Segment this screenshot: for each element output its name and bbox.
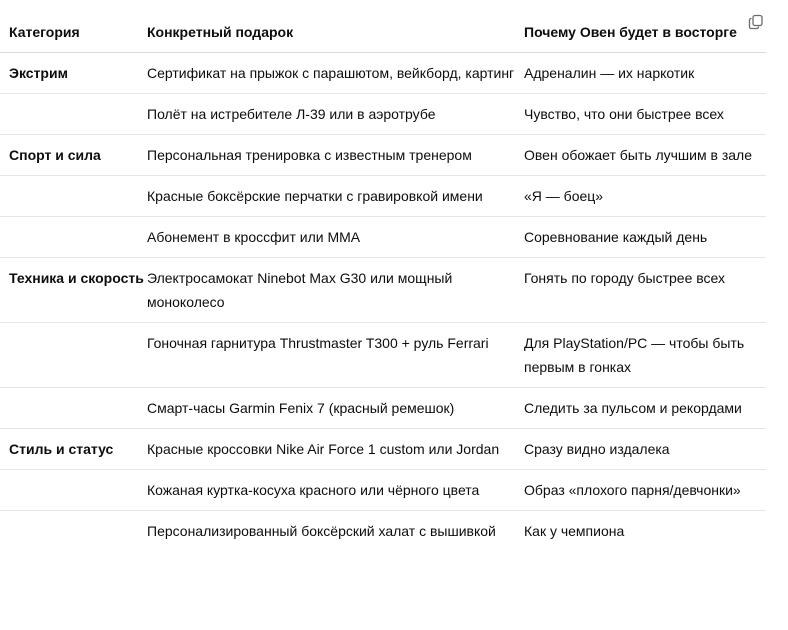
cell-category — [0, 387, 146, 428]
table-row — [0, 257, 766, 322]
cell-reason: Овен обожает быть лучшим в зале — [523, 134, 766, 175]
header-gift: Конкретный подарок — [146, 0, 523, 52]
table-row — [0, 216, 766, 257]
cell-reason: Как у чемпиона — [524, 522, 625, 539]
table-row — [0, 93, 766, 134]
cell-category: Спорт и сила — [0, 134, 146, 175]
table-header-row — [0, 0, 766, 52]
cell-gift: Красные кроссовки Nike Air Force 1 custom или Jordan — [146, 428, 523, 469]
cell-gift: Гоночная гарнитура Thrustmaster T300 + руль Ferrari — [146, 322, 523, 387]
cell-reason: Адреналин — их наркотик — [523, 52, 766, 93]
cell-reason: Сразу видно издалека — [523, 428, 766, 469]
cell-category — [0, 175, 146, 216]
table-row — [0, 52, 766, 93]
header-reason: Почему Овен будет в восторге — [523, 0, 766, 52]
copy-icon — [748, 14, 764, 30]
cell-reason: Следить за пульсом и рекордами — [523, 387, 766, 428]
cell-category — [0, 469, 146, 510]
cell-category — [0, 322, 146, 387]
table-row — [0, 322, 766, 387]
cell-category — [0, 93, 146, 134]
cell-category — [0, 216, 146, 257]
cell-gift: Электросамокат Ninebot Max G30 или мощный моноколесо — [146, 257, 523, 322]
cell-gift: Кожаная куртка-косуха красного или чёрного цвета — [146, 469, 523, 510]
cell-reason: Образ «плохого парня/девчонки» — [523, 469, 766, 510]
table-row — [0, 469, 766, 510]
cell-gift: Смарт-часы Garmin Fenix 7 (красный ремешок) — [146, 387, 523, 428]
cell-reason: «Я — боец» — [523, 175, 766, 216]
cell-reason: Чувство, что они быстрее всех — [523, 93, 766, 134]
table-row — [0, 134, 766, 175]
cell-category: Стиль и статус — [0, 428, 146, 469]
cell-reason: Соревнование каждый день — [523, 216, 766, 257]
cell-category — [0, 510, 146, 551]
cell-gift: Полёт на истребителе Л-39 или в аэротрубе — [146, 93, 523, 134]
cell-category: Экстрим — [0, 52, 146, 93]
header-category: Категория — [0, 0, 146, 52]
copy-table-button[interactable] — [748, 14, 764, 30]
table-row — [0, 175, 766, 216]
cell-gift: Персонализированный боксёрский халат с вышивкой — [147, 522, 496, 539]
cell-category: Техника и скорость — [0, 257, 146, 322]
table-row — [0, 387, 766, 428]
cell-reason: Для PlayStation/PC — чтобы быть первым в гонках — [523, 322, 766, 387]
cell-gift: Красные боксёрские перчатки с гравировкой имени — [146, 175, 523, 216]
table-row — [0, 428, 766, 469]
cell-gift: Абонемент в кроссфит или MMA — [146, 216, 523, 257]
table-row — [0, 510, 766, 551]
cell-reason: Гонять по городу быстрее всех — [523, 257, 766, 322]
cell-gift: Персональная тренировка с известным тренером — [146, 134, 523, 175]
cell-gift: Сертификат на прыжок с парашютом, вейкборд, картинг — [146, 52, 523, 93]
